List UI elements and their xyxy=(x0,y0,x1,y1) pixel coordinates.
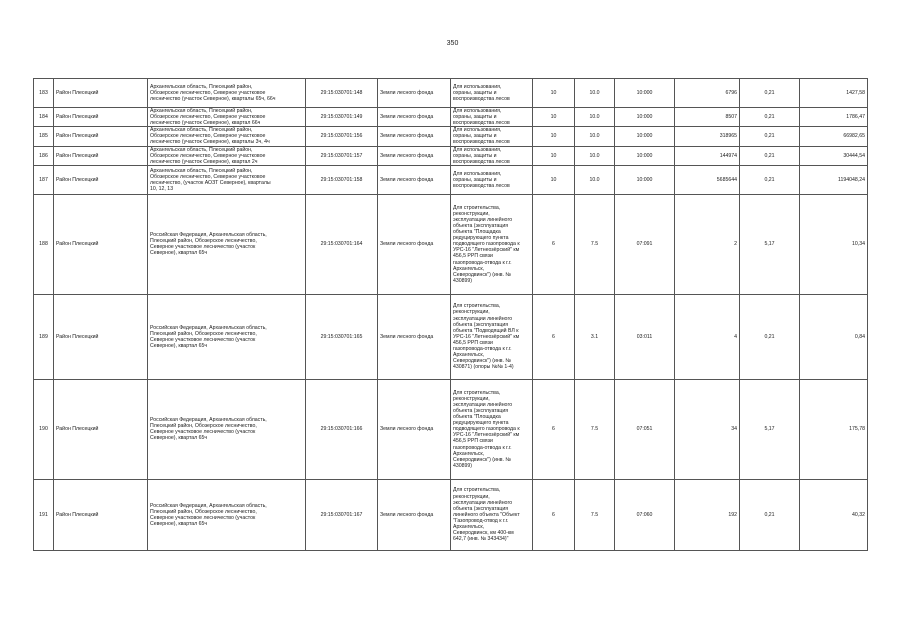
rate-cell: 0,21 xyxy=(740,108,800,127)
permitted-use-cell: Для использования, охраны, защиты и воспроизводства лесов xyxy=(451,165,533,194)
district-cell: Район Плесецкий xyxy=(54,146,148,165)
district-cell: Район Плесецкий xyxy=(54,379,148,479)
district-cell: Район Плесецкий xyxy=(54,194,148,294)
row-number-cell: 183 xyxy=(34,79,54,108)
rate-cell: 0,21 xyxy=(740,294,800,379)
land-category-cell: Земли лесного фонда xyxy=(378,294,451,379)
area-cell: 8507 xyxy=(675,108,740,127)
value-b-cell: 10.0 xyxy=(575,79,615,108)
row-number-cell: 187 xyxy=(34,165,54,194)
row-number-cell: 185 xyxy=(34,127,54,146)
value-c-cell: 07:051 xyxy=(615,379,675,479)
value-c-cell: 07:091 xyxy=(615,194,675,294)
area-cell: 192 xyxy=(675,479,740,550)
district-cell: Район Плесецкий xyxy=(54,108,148,127)
row-number-cell: 188 xyxy=(34,194,54,294)
table-row xyxy=(34,479,868,550)
table-row xyxy=(34,379,868,479)
value-a-cell: 10 xyxy=(533,165,575,194)
land-category-cell: Земли лесного фонда xyxy=(378,194,451,294)
value-a-cell: 6 xyxy=(533,379,575,479)
permitted-use-cell: Для строительства, реконструкции, эксплуатации линейного объекта (эксплуатация объекта "Площадка редуцирующего пункта подводящего газопровода к УРС-16 "Летнеозёрский" км 456,5 РРП связи газопровода-отвода к г.г. Архангельск, Северодвинск") (инв. № 430899) xyxy=(451,194,533,294)
rate-cell: 0,21 xyxy=(740,165,800,194)
rate-cell: 0,21 xyxy=(740,479,800,550)
sum-cell: 175,78 xyxy=(800,379,868,479)
district-cell: Район Плесецкий xyxy=(54,479,148,550)
rate-cell: 0,21 xyxy=(740,127,800,146)
district-cell: Район Плесецкий xyxy=(54,127,148,146)
table-row xyxy=(34,108,868,127)
address-cell: Архангельская область, Плесецкий район, Обозерское лесничество, Северное участковое лесничество (участок Северное), кварталы 3ч, 4ч xyxy=(148,127,306,146)
value-a-cell: 10 xyxy=(533,79,575,108)
sum-cell: 1786,47 xyxy=(800,108,868,127)
value-b-cell: 10.0 xyxy=(575,165,615,194)
sum-cell: 0,84 xyxy=(800,294,868,379)
value-c-cell: 07:060 xyxy=(615,479,675,550)
cadastral-number-cell: 29:15:030701:148 xyxy=(306,79,378,108)
permitted-use-cell: Для строительства, реконструкции, эксплуатации линейного объекта (эксплуатация объекта "Площадка редуцирующего пункта подводящего газопровода к УРС-16 "Летнеозёрский" км 456,5 РРП связи газопровода-отвода к г.г. Архангельск, Северодвинск") (инв. № 430899) xyxy=(451,379,533,479)
district-cell: Район Плесецкий xyxy=(54,165,148,194)
permitted-use-cell: Для строительства, реконструкции, эксплуатации линейного объекта (эксплуатация линейного объекта "Объект "Газопровод-отвод к г.г. Архангельск, Северодвинск, км 400-км 642,7 (инв. № 343434)" xyxy=(451,479,533,550)
address-cell: Российская Федерация, Архангельская область, Плесецкий район, Обозерское лесничество, Северное участковое лесничество (участок Северное), квартал 65ч xyxy=(148,479,306,550)
land-category-cell: Земли лесного фонда xyxy=(378,108,451,127)
permitted-use-cell: Для использования, охраны, защиты и воспроизводства лесов xyxy=(451,146,533,165)
rate-cell: 5,17 xyxy=(740,379,800,479)
table-row xyxy=(34,146,868,165)
value-a-cell: 10 xyxy=(533,108,575,127)
value-c-cell: 10:000 xyxy=(615,127,675,146)
cadastral-number-cell: 29:15:030701:156 xyxy=(306,127,378,146)
district-cell: Район Плесецкий xyxy=(54,79,148,108)
value-b-cell: 3.1 xyxy=(575,294,615,379)
address-cell: Российская Федерация, Архангельская область, Плесецкий район, Обозерское лесничество, Северное участковое лесничество (участок Северное), квартал 65ч xyxy=(148,194,306,294)
value-a-cell: 6 xyxy=(533,479,575,550)
value-b-cell: 10.0 xyxy=(575,108,615,127)
value-c-cell: 10:000 xyxy=(615,108,675,127)
address-cell: Архангельская область, Плесецкий район, Обозерское лесничество, Северное участковое лесничество (участок Северное), кварталы 65ч, 66ч xyxy=(148,79,306,108)
cadastral-number-cell: 29:15:030701:167 xyxy=(306,479,378,550)
sum-cell: 66982,65 xyxy=(800,127,868,146)
value-a-cell: 6 xyxy=(533,294,575,379)
value-c-cell: 10:000 xyxy=(615,165,675,194)
land-category-cell: Земли лесного фонда xyxy=(378,165,451,194)
cadastral-number-cell: 29:15:030701:164 xyxy=(306,194,378,294)
row-number-cell: 186 xyxy=(34,146,54,165)
row-number-cell: 189 xyxy=(34,294,54,379)
value-b-cell: 7.5 xyxy=(575,479,615,550)
page-number: 350 xyxy=(446,40,459,47)
value-b-cell: 10.0 xyxy=(575,127,615,146)
address-cell: Архангельская область, Плесецкий район, Обозерское лесничество, Северное участковое лесничество (участок Северное), квартал 2ч xyxy=(148,146,306,165)
address-cell: Российская Федерация, Архангельская область, Плесецкий район, Обозерское лесничество, Северное участковое лесничество (участок Северное), квартал 65ч xyxy=(148,379,306,479)
row-number-cell: 191 xyxy=(34,479,54,550)
value-c-cell: 03:011 xyxy=(615,294,675,379)
rate-cell: 0,21 xyxy=(740,79,800,108)
address-cell: Архангельская область, Плесецкий район, Обозерское лесничество, Северное участковое лесничество, (участок АОЗТ Северное), кварталы 10, 12, 13 xyxy=(148,165,306,194)
value-a-cell: 10 xyxy=(533,127,575,146)
permitted-use-cell: Для использования, охраны, защиты и воспроизводства лесов xyxy=(451,108,533,127)
table-row xyxy=(34,294,868,379)
land-category-cell: Земли лесного фонда xyxy=(378,146,451,165)
land-category-cell: Земли лесного фонда xyxy=(378,379,451,479)
land-category-cell: Земли лесного фонда xyxy=(378,127,451,146)
value-a-cell: 6 xyxy=(533,194,575,294)
land-plots-table xyxy=(33,78,868,551)
permitted-use-cell: Для строительства, реконструкции, эксплуатации линейного объекта (эксплуатация объекта "Подводящий ВЛ к УРС-16 "Летнеозёрский" км 456,5 РРП связи газопровода-отвода к г.г. Архангельск, Северодвинск") (инв. № 430871) (опоры №№ 1-4) xyxy=(451,294,533,379)
value-b-cell: 10.0 xyxy=(575,146,615,165)
value-c-cell: 10:000 xyxy=(615,79,675,108)
area-cell: 34 xyxy=(675,379,740,479)
sum-cell: 1194048,24 xyxy=(800,165,868,194)
cadastral-number-cell: 29:15:030701:158 xyxy=(306,165,378,194)
permitted-use-cell: Для использования, охраны, защиты и воспроизводства лесов xyxy=(451,79,533,108)
value-a-cell: 10 xyxy=(533,146,575,165)
sum-cell: 40,32 xyxy=(800,479,868,550)
value-b-cell: 7.5 xyxy=(575,194,615,294)
table-row xyxy=(34,194,868,294)
sum-cell: 1427,58 xyxy=(800,79,868,108)
row-number-cell: 190 xyxy=(34,379,54,479)
land-category-cell: Земли лесного фонда xyxy=(378,79,451,108)
sum-cell: 10,34 xyxy=(800,194,868,294)
area-cell: 318965 xyxy=(675,127,740,146)
area-cell: 2 xyxy=(675,194,740,294)
table-row xyxy=(34,127,868,146)
district-cell: Район Плесецкий xyxy=(54,294,148,379)
rate-cell: 0,21 xyxy=(740,146,800,165)
address-cell: Российская Федерация, Архангельская область, Плесецкий район, Обозерское лесничество, Северное участковое лесничество (участок Северное), квартал 65ч xyxy=(148,294,306,379)
cadastral-number-cell: 29:15:030701:157 xyxy=(306,146,378,165)
permitted-use-cell: Для использования, охраны, защиты и воспроизводства лесов xyxy=(451,127,533,146)
cadastral-number-cell: 29:15:030701:166 xyxy=(306,379,378,479)
table-row xyxy=(34,79,868,108)
value-b-cell: 7.5 xyxy=(575,379,615,479)
address-cell: Архангельская область, Плесецкий район, Обозерское лесничество, Северное участковое лесничество (участок Северное), квартал 66ч xyxy=(148,108,306,127)
area-cell: 4 xyxy=(675,294,740,379)
area-cell: 6796 xyxy=(675,79,740,108)
cadastral-number-cell: 29:15:030701:149 xyxy=(306,108,378,127)
sum-cell: 30444,54 xyxy=(800,146,868,165)
table-row xyxy=(34,165,868,194)
area-cell: 5685644 xyxy=(675,165,740,194)
cadastral-number-cell: 29:15:030701:165 xyxy=(306,294,378,379)
land-category-cell: Земли лесного фонда xyxy=(378,479,451,550)
area-cell: 144974 xyxy=(675,146,740,165)
row-number-cell: 184 xyxy=(34,108,54,127)
value-c-cell: 10:000 xyxy=(615,146,675,165)
rate-cell: 5,17 xyxy=(740,194,800,294)
